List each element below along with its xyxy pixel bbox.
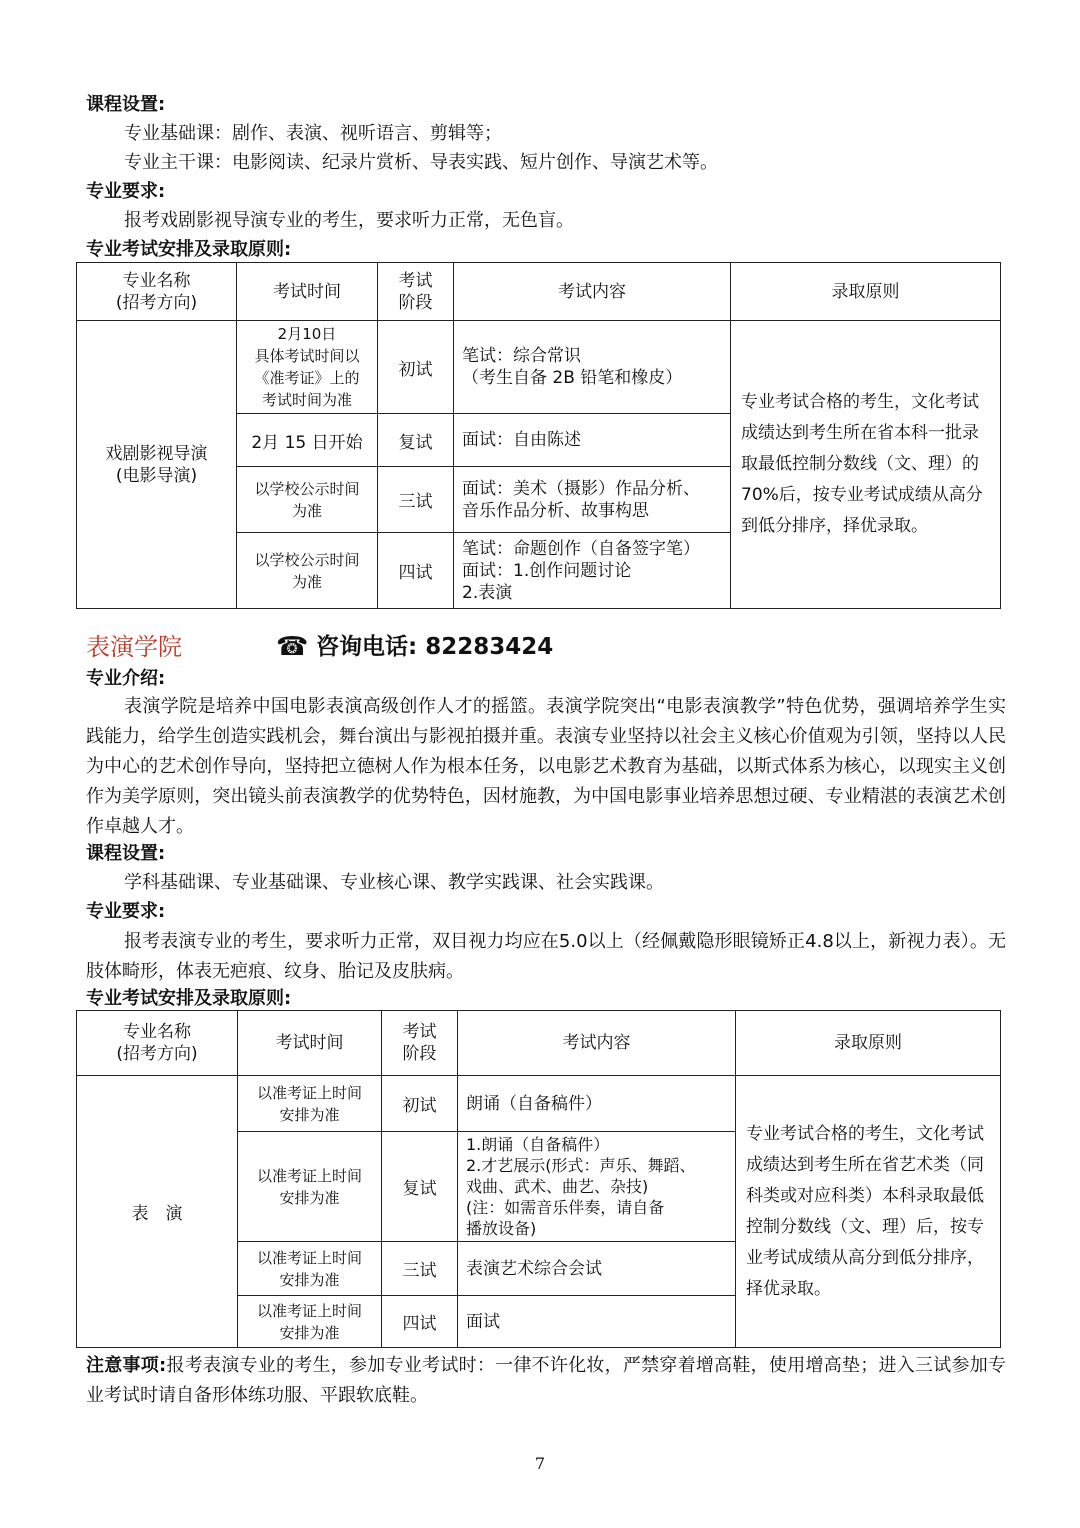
header-major: 专业名称 (招考方向) <box>77 1011 238 1076</box>
consult-phone <box>316 630 553 664</box>
exam-stage: 三试 <box>382 1242 458 1296</box>
course-heading: 课程设置: <box>86 94 166 115</box>
exam-time: 2月10日 具体考试时间以 《准考证》上的 考试时间为准 <box>237 321 378 414</box>
exam-content: 面试：自由陈述 <box>454 414 731 467</box>
course-line-main: 专业主干课：电影阅读、纪录片赏析、导表实践、短片创作、导演艺术等。 <box>124 152 718 173</box>
exam-time: 2月 15 日开始 <box>237 414 378 467</box>
exam-stage: 初试 <box>378 321 454 414</box>
requirement-heading: 专业要求: <box>86 181 166 202</box>
admission-rule: 专业考试合格的考生，文化考试成绩达到考生所在省艺术类（同科类或对应科类）本科录取最低控制分数线（文、理）后，按专业考试成绩从高分到低分排序，择优录取。 <box>736 1076 1001 1348</box>
phone-label: 咨询电话: <box>316 634 418 660</box>
note <box>86 1351 1006 1411</box>
exam-content: 表演艺术综合会试 <box>458 1242 736 1296</box>
directing-exam-table <box>76 262 1001 609</box>
exam-content: 面试 <box>458 1296 736 1348</box>
major-name: 表 演 <box>77 1076 238 1348</box>
major-name: 戏剧影视导演 (电影导演) <box>77 321 237 609</box>
requirement-text: 报考戏剧影视导演专业的考生，要求听力正常，无色盲。 <box>124 210 574 231</box>
table-header-row <box>77 263 1001 321</box>
exam-stage: 复试 <box>382 1132 458 1242</box>
table-row <box>77 1076 1001 1132</box>
exam-stage: 三试 <box>378 467 454 533</box>
course-line-basic: 专业基础课：剧作、表演、视听语言、剪辑等； <box>124 123 502 144</box>
page-number: 7 <box>534 1454 546 1473</box>
exam-stage: 复试 <box>378 414 454 467</box>
college-title: 表演学院 <box>86 633 182 661</box>
exam-time: 以准考证上时间 安排为准 <box>238 1132 382 1242</box>
header-major: 专业名称 (招考方向) <box>77 263 237 321</box>
exam-stage: 四试 <box>378 533 454 609</box>
exam-time: 以准考证上时间 安排为准 <box>238 1296 382 1348</box>
header-stage: 考试 阶段 <box>382 1011 458 1076</box>
note-text: 报考表演专业的考生，参加专业考试时：一律不许化妆，严禁穿着增高鞋，使用增高垫；进入三试参加专业考试时请自备形体练功服、平跟软底鞋。 <box>86 1355 1007 1406</box>
requirement-heading-2: 专业要求: <box>86 901 166 922</box>
exam-stage: 四试 <box>382 1296 458 1348</box>
exam-stage: 初试 <box>382 1076 458 1132</box>
phone-number: 82283424 <box>425 634 554 660</box>
course-text-2: 学科基础课、专业基础课、专业核心课、教学实践课、社会实践课。 <box>124 872 664 893</box>
header-content: 考试内容 <box>454 263 731 321</box>
table-row <box>77 321 1001 414</box>
intro-heading: 专业介绍: <box>86 668 166 689</box>
exam-time: 以准考证上时间 安排为准 <box>238 1076 382 1132</box>
exam-content: 1.朗诵（自备稿件） 2.才艺展示(形式：声乐、舞蹈、 戏曲、武术、曲艺、杂技) (注：如需音乐伴奏，请自备 播放设备) <box>458 1132 736 1242</box>
exam-time: 以准考证上时间 安排为准 <box>238 1242 382 1296</box>
exam-content: 笔试：综合常识 （考生自备 2B 铅笔和橡皮） <box>454 321 731 414</box>
exam-content: 笔试：命题创作（自备签字笔） 面试：1.创作问题讨论 2.表演 <box>454 533 731 609</box>
exam-time: 以学校公示时间 为准 <box>237 467 378 533</box>
exam-heading-2: 专业考试安排及录取原则: <box>86 988 292 1009</box>
note-label: 注意事项: <box>86 1355 167 1376</box>
intro-text: 表演学院是培养中国电影表演高级创作人才的摇篮。表演学院突出“电影表演教学”特色优势，强调培养学生实践能力，给学生创造实践机会，舞台演出与影视拍摄并重。表演专业坚持以社会主义核心价值观为引领，坚持以人民为中心的艺术创作导向，坚持把立德树人作为根本任务，以电影艺术教育为基础，以斯式体系为核心，以现实主义创作为美学原则，突出镜头前表演教学的优势特色，因材施教，为中国电影事业培养思想过硬、专业精湛的表演艺术创作卓越人才。 <box>86 696 1006 837</box>
exam-content: 面试：美术（摄影）作品分析、 音乐作品分析、故事构思 <box>454 467 731 533</box>
exam-content: 朗诵（自备稿件） <box>458 1076 736 1132</box>
header-stage: 考试 阶段 <box>378 263 454 321</box>
exam-time: 以学校公示时间 为准 <box>237 533 378 609</box>
header-time: 考试时间 <box>238 1011 382 1076</box>
header-time: 考试时间 <box>237 263 378 321</box>
telephone-icon: ☎ <box>276 632 309 662</box>
acting-exam-table <box>76 1010 1001 1348</box>
header-content: 考试内容 <box>458 1011 736 1076</box>
header-rule: 录取原则 <box>736 1011 1001 1076</box>
requirement-text-2: 报考表演专业的考生，要求听力正常，双目视力均应在5.0以上（经佩戴隐形眼镜矫正4.8以上，新视力表）。无肢体畸形，体表无疤痕、纹身、胎记及皮肤病。 <box>86 931 1006 982</box>
course-heading-2: 课程设置: <box>86 843 166 864</box>
exam-heading: 专业考试安排及录取原则: <box>86 239 292 260</box>
admission-rule: 专业考试合格的考生，文化考试成绩达到考生所在省本科一批录取最低控制分数线（文、理）的 70%后，按专业考试成绩从高分到低分排序，择优录取。 <box>731 321 1001 609</box>
table-header-row <box>77 1011 1001 1076</box>
header-rule: 录取原则 <box>731 263 1001 321</box>
